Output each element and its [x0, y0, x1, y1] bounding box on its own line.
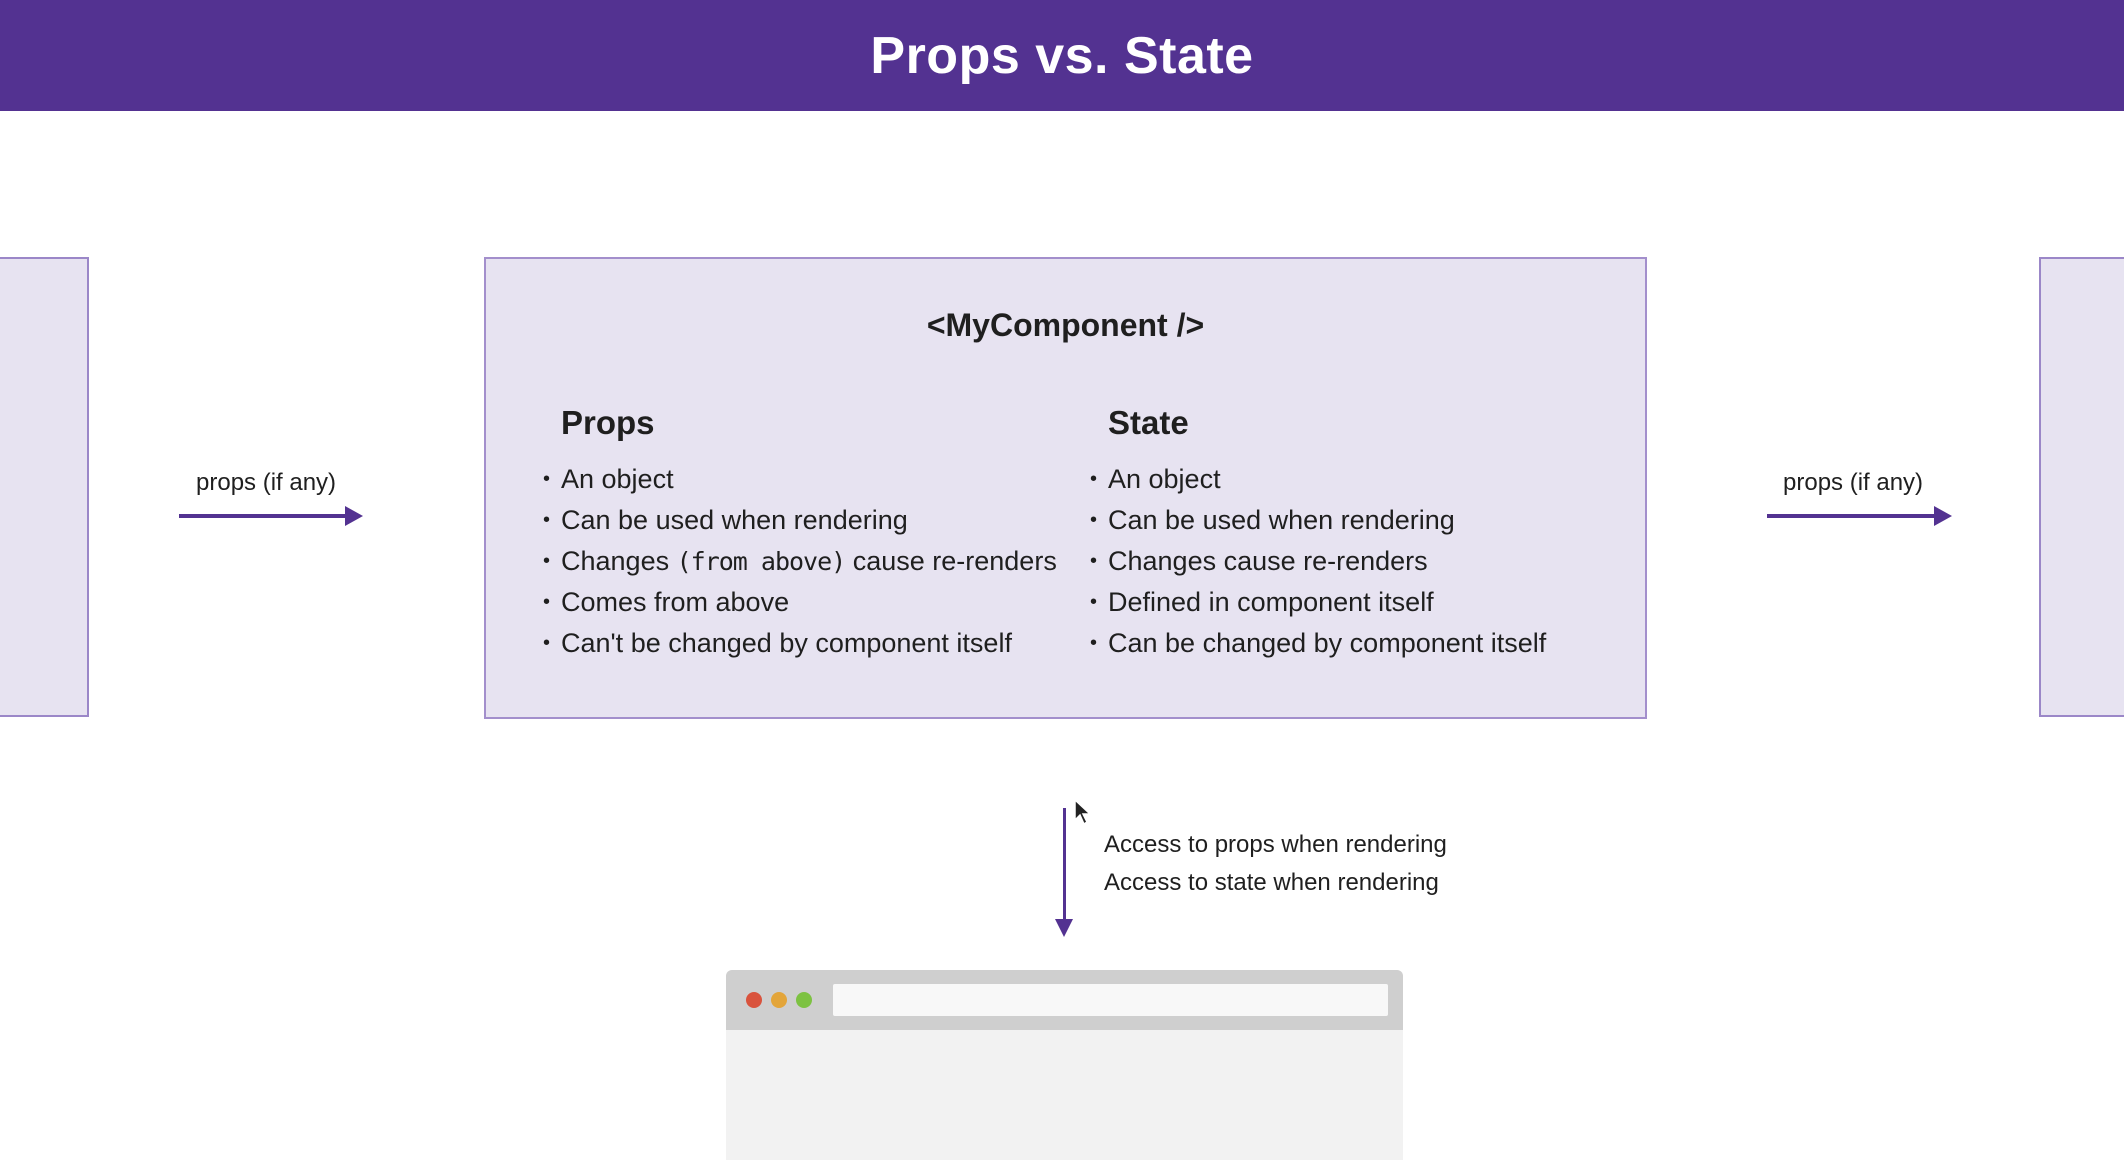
left-arrow-label: props (if any) — [196, 469, 337, 496]
component-box — [484, 257, 1647, 719]
minimize-dot-icon — [771, 992, 787, 1008]
parent-component-box — [0, 257, 89, 717]
close-dot-icon — [746, 992, 762, 1008]
list-item: • Can be used when rendering — [543, 500, 1057, 541]
access-notes — [1104, 826, 1447, 902]
list-item: • An object — [1090, 459, 1546, 500]
access-state-text: Access to state when rendering — [1104, 869, 1439, 896]
child-component-box — [2039, 257, 2124, 717]
list-item: • Changes (from above) cause re-renders — [543, 541, 1057, 582]
address-bar — [833, 984, 1388, 1016]
list-item: • Changes cause re-renders — [1090, 541, 1546, 582]
access-props-text: Access to props when rendering — [1104, 831, 1447, 858]
props-list — [561, 459, 1057, 664]
state-column — [1108, 404, 1546, 664]
state-list — [1108, 459, 1546, 664]
header-banner — [0, 0, 2124, 111]
right-props-arrow — [1767, 514, 1938, 518]
list-item: • Defined in component itself — [1090, 582, 1546, 623]
page-title: Props vs. State — [870, 26, 1254, 85]
list-item: • Can be used when rendering — [1090, 500, 1546, 541]
right-arrow-label: props (if any) — [1783, 469, 1924, 496]
left-props-arrow — [179, 514, 349, 518]
props-column — [561, 404, 1057, 664]
list-item: • An object — [543, 459, 1057, 500]
browser-toolbar — [726, 970, 1403, 1030]
mouse-cursor-icon — [1073, 798, 1093, 826]
browser-window — [726, 970, 1403, 1160]
handwritten-note: (from above) — [676, 547, 846, 576]
state-heading: State — [1108, 404, 1189, 441]
props-heading: Props — [561, 404, 655, 441]
component-title: <MyComponent /> — [926, 307, 1205, 343]
list-item: • Can't be changed by component itself — [543, 623, 1057, 664]
render-arrow — [1063, 808, 1066, 923]
list-item: • Comes from above — [543, 582, 1057, 623]
list-item: • Can be changed by component itself — [1090, 623, 1546, 664]
maximize-dot-icon — [796, 992, 812, 1008]
